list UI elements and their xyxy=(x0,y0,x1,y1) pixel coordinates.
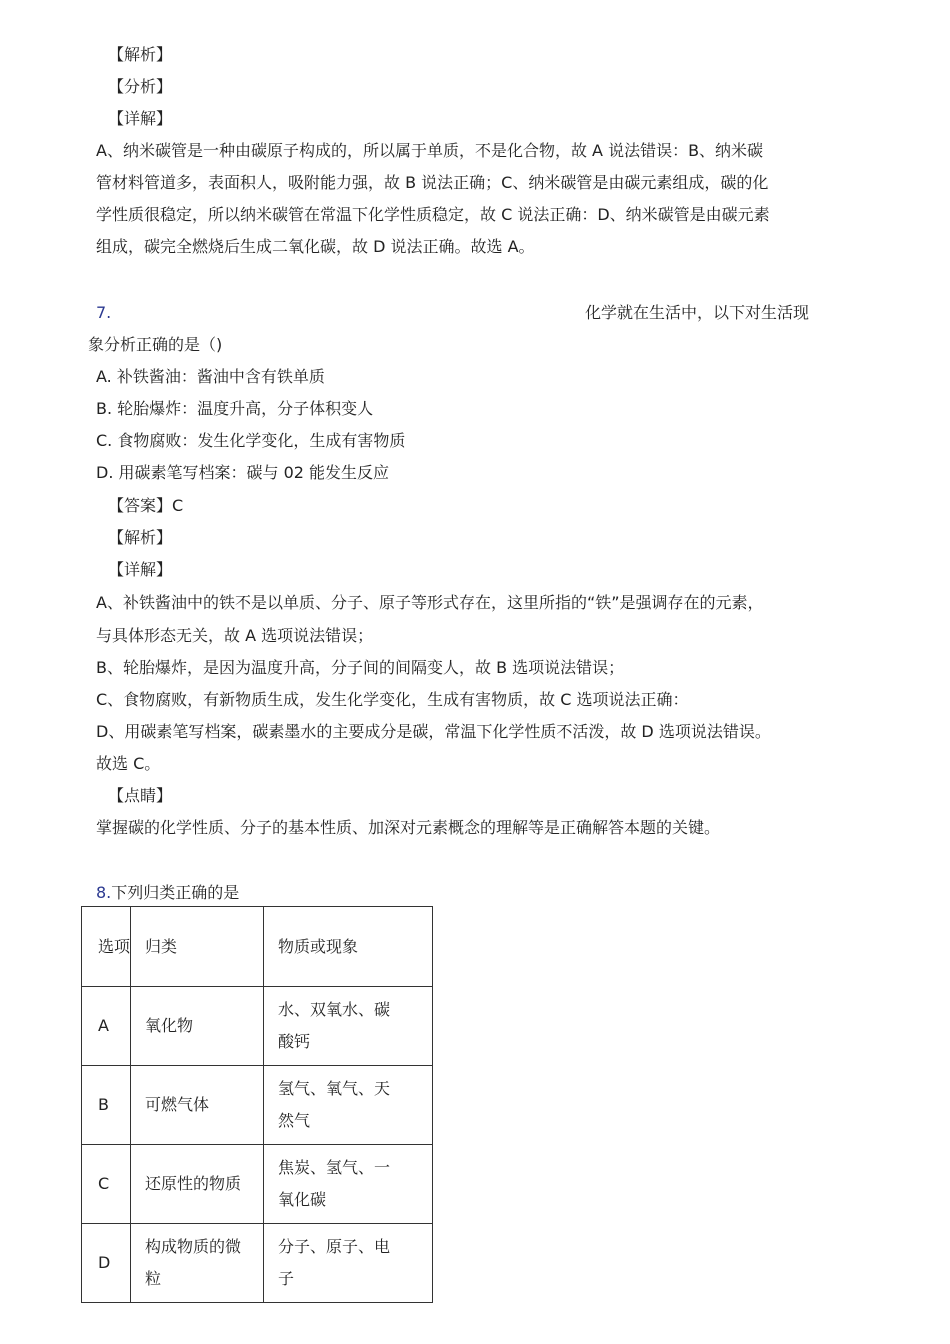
table-row xyxy=(82,987,433,1066)
q7-option-c: C. 食物腐败：发生化学变化，生成有害物质 xyxy=(96,431,406,450)
q7-xiangjie-heading: 【详解】 xyxy=(108,560,173,579)
items-cell xyxy=(264,1066,433,1145)
q8-number: 8. xyxy=(96,883,112,902)
q7-detail-line: D、用碳素笔写档案，碳素墨水的主要成分是碳，常温下化学性质不活泼，故 D 选项说法错误。 xyxy=(96,722,771,741)
q7-dianjing-heading: 【点睛】 xyxy=(108,786,173,805)
items-cell xyxy=(264,987,433,1066)
category-cell xyxy=(131,1066,264,1145)
q6-jiexi-heading: 【解析】 xyxy=(108,45,173,64)
table-header-cell: 物质或现象 xyxy=(264,907,433,987)
q7-detail-line: C、食物腐败，有新物质生成，发生化学变化，生成有害物质，故 C 选项说法正确： xyxy=(96,690,689,709)
table-row xyxy=(82,1066,433,1145)
q7-stem: 化学就在生活中，以下对生活现 xyxy=(585,303,810,322)
q7-summary: 掌握碳的化学性质、分子的基本性质、加深对元素概念的理解等是正确解答本题的关键。 xyxy=(96,818,721,837)
items-cell xyxy=(264,1145,433,1224)
q7-number: 7. xyxy=(96,303,112,322)
q7-detail-line: 故选 C。 xyxy=(96,754,161,773)
category-text: 还原性的物质 xyxy=(145,1174,242,1193)
q7-option-b: B. 轮胎爆炸：温度升高，分子体积变人 xyxy=(96,399,374,418)
items-text: 然气 xyxy=(278,1111,311,1130)
category-text: 氧化物 xyxy=(145,1016,194,1035)
q7-detail-line: 与具体形态无关，故 A 选项说法错误； xyxy=(96,626,374,645)
q6-body-line: 学性质很稳定，所以纳米碳管在常温下化学性质稳定，故 C 说法正确：D、纳米碳管是由碳元素 xyxy=(96,205,770,224)
q6-body-line: 管材料管道多，表面积人，吸附能力强，故 B 说法正确；C、纳米碳管是由碳元素组成，碳的化 xyxy=(96,173,769,192)
q7-stem-continued: 象分析正确的是（) xyxy=(88,335,223,354)
q8-stem-line xyxy=(96,882,239,904)
q7-answer: 【答案】C xyxy=(108,496,184,515)
category-text: 粒 xyxy=(145,1269,162,1288)
items-text: 氧化碳 xyxy=(278,1190,327,1209)
q6-fenxi-heading: 【分析】 xyxy=(108,77,173,96)
items-text: 水、双氧水、碳 xyxy=(278,1000,391,1019)
q7-option-d: D. 用碳素笔写档案：碳与 02 能发生反应 xyxy=(96,463,390,482)
items-text: 子 xyxy=(278,1269,295,1288)
table-header-cell: 选项 xyxy=(82,907,131,987)
option-cell: A xyxy=(82,987,131,1066)
q8-stem: 下列归类正确的是 xyxy=(111,883,240,902)
category-text: 可燃气体 xyxy=(145,1095,210,1114)
option-cell: B xyxy=(82,1066,131,1145)
category-cell xyxy=(131,1224,264,1303)
q6-body-line: A、纳米碳管是一种由碳原子构成的，所以属于单质，不是化合物，故 A 说法错误：B、纳米碳 xyxy=(96,141,764,160)
category-cell xyxy=(131,987,264,1066)
table-row xyxy=(82,1224,433,1303)
option-cell: C xyxy=(82,1145,131,1224)
q7-detail-line: A、补铁酱油中的铁不是以单质、分子、原子等形式存在，这里所指的“铁”是强调存在的元素， xyxy=(96,593,764,612)
q8-options-table xyxy=(81,906,433,1303)
option-cell: D xyxy=(82,1224,131,1303)
items-text: 氢气、氧气、天 xyxy=(278,1079,391,1098)
category-text: 构成物质的微 xyxy=(145,1237,242,1256)
category-cell xyxy=(131,1145,264,1224)
q7-option-a: A. 补铁酱油：酱油中含有铁单质 xyxy=(96,367,325,386)
items-text: 分子、原子、电 xyxy=(278,1237,391,1256)
items-text: 焦炭、氢气、一 xyxy=(278,1158,391,1177)
q7-detail-line: B、轮胎爆炸，是因为温度升高，分子间的间隔变人，故 B 选项说法错误； xyxy=(96,658,625,677)
q7-jiexi-heading: 【解析】 xyxy=(108,528,173,547)
table-row xyxy=(82,1145,433,1224)
table-header-cell: 归类 xyxy=(131,907,264,987)
q6-xiangjie-heading: 【详解】 xyxy=(108,109,173,128)
items-cell xyxy=(264,1224,433,1303)
items-text: 酸钙 xyxy=(278,1032,311,1051)
q6-body-line: 组成，碳完全燃烧后生成二氧化碳，故 D 说法正确。故选 A。 xyxy=(96,237,535,256)
table-header-row xyxy=(82,907,433,987)
